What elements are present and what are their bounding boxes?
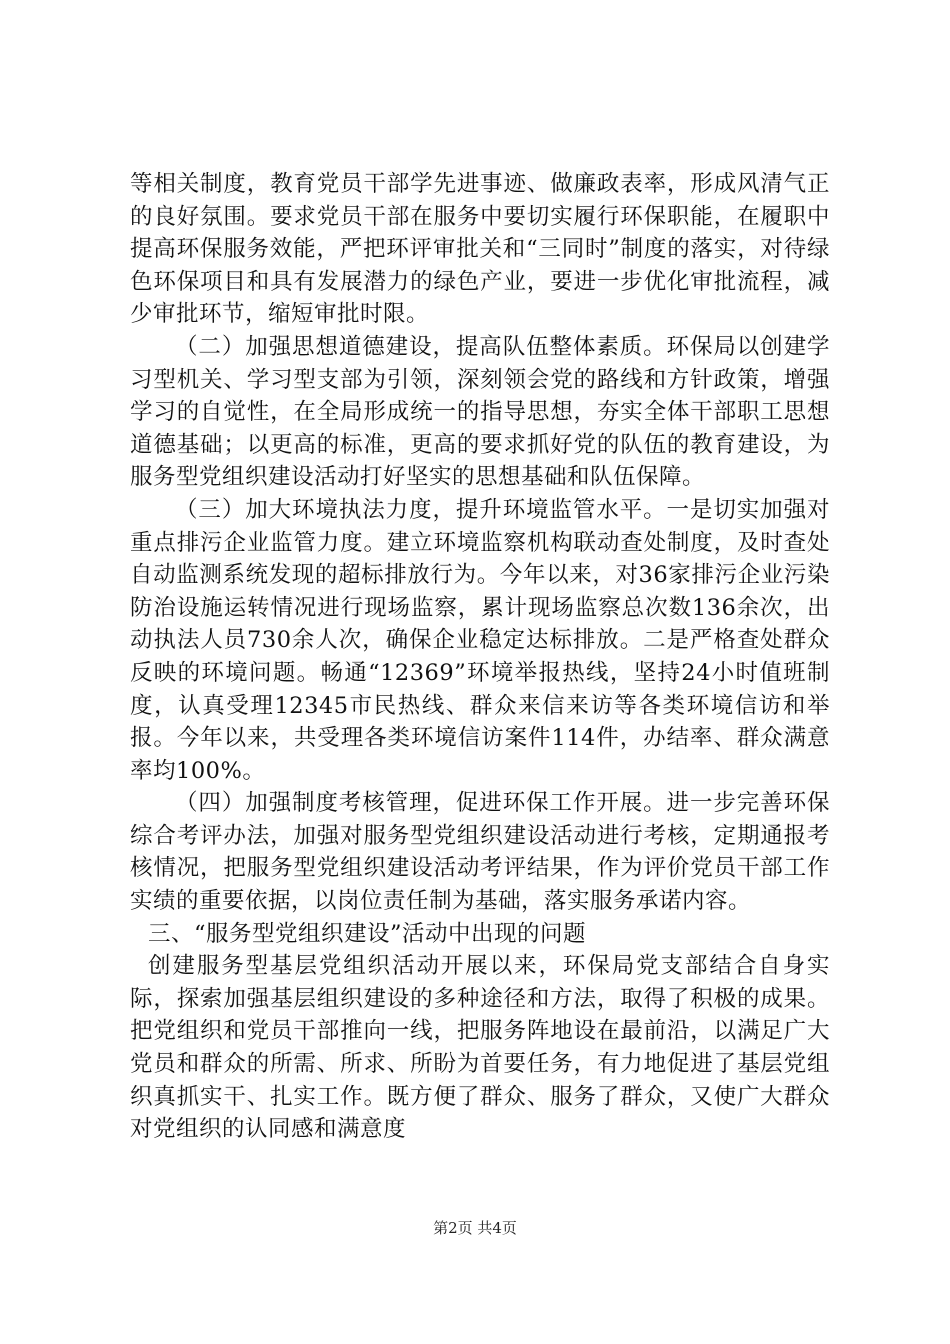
paragraph-problems: 创建服务型基层党组织活动开展以来，环保局党支部结合自身实际，探索加强基层组织建设的多种途径和方法，取得了积极的成果。把党组织和党员干部推向一线，把服务阵地设在最前沿，以满足广大党员和群众的所需、所求、所盼为首要任务，有力地促进了基层党组织真抓实干、扎实工作。既方便了群众、服务了群众，又使广大群众对党组织的认同感和满意度 (130, 953, 830, 1143)
section-heading-problems: 三、“服务型党组织建设”活动中出现的问题 (148, 920, 587, 947)
paragraph-section-2: （二）加强思想道德建设，提高队伍整体素质。环保局以创建学习型机关、学习型支部为引领，深刻领会党的路线和方针政策，增强学习的自觉性，在全局形成统一的指导思想，夯实全体干部职工思想道德基础；以更高的标准，更高的要求抓好党的队伍的教育建设，为服务型党组织建设活动打好坚实的思想基础和队伍保障。 (130, 333, 830, 491)
document-body (130, 168, 830, 1146)
page-number-footer: 第2页 共4页 (433, 1219, 517, 1237)
paragraph-continuation: 等相关制度，教育党员干部学先进事迹、做廉政表率，形成风清气正的良好氛围。要求党员干部在服务中要切实履行环保职能，在履职中提高环保服务效能，严把环评审批关和“三同时”制度的落实，对待绿色环保项目和具有发展潜力的绿色产业，要进一步优化审批流程，减少审批环节，缩短审批时限。 (130, 171, 830, 328)
paragraph-section-4: （四）加强制度考核管理，促进环保工作开展。进一步完善环保综合考评办法，加强对服务型党组织建设活动进行考核，定期通报考核情况，把服务型党组织建设活动考评结果，作为评价党员干部工作实绩的重要依据，以岗位责任制为基础，落实服务承诺内容。 (130, 790, 830, 915)
paragraph-section-3: （三）加大环境执法力度，提升环境监管水平。一是切实加强对重点排污企业监管力度。建立环境监察机构联动查处制度，及时查处自动监测系统发现的超标排放行为。今年以来，对36家排污企业污染防治设施运转情况进行现场监察，累计现场监察总次数136余次，出动执法人员730余人次，确保企业稳定达标排放。二是严格查处群众反映的环境问题。畅通“12369”环境举报热线，坚持24小时值班制度，认真受理12345市民热线、群众来信来访等各类环境信访和举报。今年以来，共受理各类环境信访案件114件，办结率、群众满意率均100%。 (130, 496, 830, 784)
